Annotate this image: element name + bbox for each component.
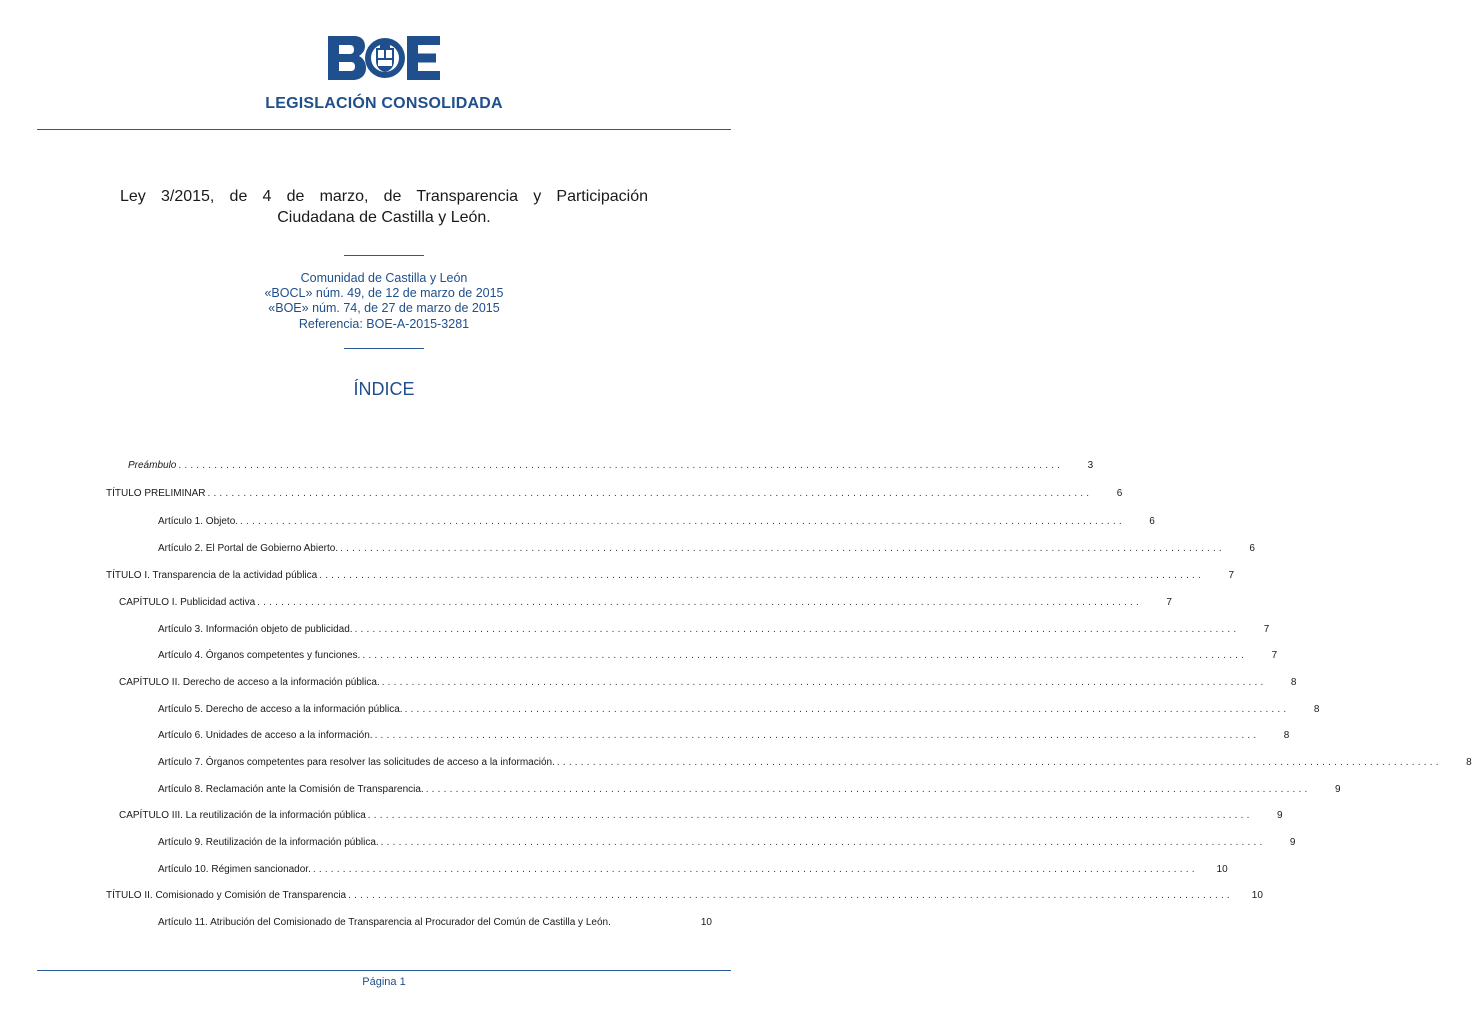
toc-entry-label: Artículo 8. Reclamación ante la Comisión de Transparencia. bbox=[158, 784, 424, 795]
toc-entry-page: 6 bbox=[1249, 543, 1255, 554]
toc-entry-label: Artículo 6. Unidades de acceso a la información. bbox=[158, 730, 373, 741]
toc-entry-label: CAPÍTULO I. Publicidad activa bbox=[119, 597, 256, 608]
toc-entry-label: TÍTULO I. Transparencia de la actividad pública bbox=[106, 570, 318, 581]
toc-entry-label: Artículo 4. Órganos competentes y funciones. bbox=[158, 650, 361, 661]
toc-entry-label: Artículo 7. Órganos competentes para resolver las solicitudes de acceso a la información. bbox=[158, 757, 555, 768]
toc-entry[interactable] bbox=[119, 677, 1297, 691]
toc-entry-page: 10 bbox=[1251, 890, 1263, 901]
toc-entry-label: Artículo 5. Derecho de acceso a la información pública. bbox=[158, 704, 403, 715]
toc-entry-label: Preámbulo bbox=[128, 460, 177, 471]
toc-entry[interactable] bbox=[158, 757, 1472, 771]
toc-entry-label: CAPÍTULO III. La reutilización de la información pública bbox=[119, 810, 366, 821]
section-title: LEGISLACIÓN CONSOLIDADA bbox=[265, 95, 503, 112]
toc-leader-dots: .................................................................................................................................................... bbox=[362, 650, 1248, 661]
toc-entry-label: TÍTULO II. Comisionado y Comisión de Transparencia bbox=[106, 890, 347, 901]
toc-entry[interactable] bbox=[158, 917, 712, 931]
toc-leader-dots: .................................................................................................................................................... bbox=[374, 730, 1260, 741]
meta-source: Comunidad de Castilla y León bbox=[300, 271, 468, 285]
toc-entry-page: 6 bbox=[1149, 516, 1155, 527]
toc-entry[interactable] bbox=[158, 730, 1290, 744]
document-title-line-1: Ley 3/2015, de 4 de marzo, de Transparencia y Participación bbox=[120, 188, 648, 205]
toc-entry-label: Artículo 11. Atribución del Comisionado de Transparencia al Procurador del Común de Castilla y León. bbox=[158, 917, 611, 928]
toc-leader-dots: .................................................................................................................................................... bbox=[257, 597, 1142, 608]
toc-entry[interactable] bbox=[119, 597, 1172, 611]
toc-leader-dots: .................................................................................................................................................... bbox=[425, 784, 1311, 795]
toc-leader-dots: .................................................................................................................................................... bbox=[367, 810, 1253, 821]
toc-leader-dots: .................................................................................................................................................... bbox=[380, 837, 1266, 848]
toc-entry[interactable] bbox=[128, 460, 1094, 474]
toc-entry-page: 9 bbox=[1334, 784, 1341, 795]
toc-leader-dots: .................................................................................................................................................... bbox=[348, 890, 1233, 901]
toc-entry-page: 7 bbox=[1166, 597, 1172, 608]
toc-leader-dots: .................................................................................................................................................... bbox=[404, 704, 1290, 715]
meta-boe: «BOE» núm. 74, de 27 de marzo de 2015 bbox=[268, 301, 500, 316]
toc-entry-page: 8 bbox=[1313, 704, 1320, 715]
toc-entry-label: Artículo 10. Régimen sancionador. bbox=[158, 864, 311, 875]
toc-entry-page: 8 bbox=[1290, 677, 1297, 688]
toc-entry[interactable] bbox=[158, 543, 1255, 557]
toc-entry-label: Artículo 2. El Portal de Gobierno Abierto. bbox=[158, 543, 339, 554]
toc-leader-dots: .................................................................................................................................................... bbox=[207, 488, 1093, 499]
toc-leader-dots: .................................................................................................................................................... bbox=[312, 864, 1198, 875]
toc-entry[interactable] bbox=[158, 624, 1270, 638]
toc-leader-dots: .................................................................................................................................................... bbox=[319, 570, 1205, 581]
toc-entry-page: 9 bbox=[1289, 837, 1296, 848]
toc-leader-dots: .................................................................................................................................................... bbox=[178, 460, 1064, 471]
index-title: ÍNDICE bbox=[353, 379, 415, 399]
toc-entry-page: 10 bbox=[1216, 864, 1228, 875]
page-number: Página 1 bbox=[362, 976, 406, 988]
toc-entry[interactable] bbox=[158, 650, 1278, 664]
toc-entry-page: 7 bbox=[1271, 650, 1278, 661]
toc-entry-label: Artículo 3. Información objeto de publicidad. bbox=[158, 624, 353, 635]
toc-entry-page: 10 bbox=[700, 917, 712, 928]
toc-entry[interactable] bbox=[119, 810, 1283, 824]
toc-entry-page: 7 bbox=[1228, 570, 1235, 581]
toc-entry[interactable] bbox=[158, 516, 1155, 530]
toc-entry-label: Artículo 9. Reutilización de la información pública. bbox=[158, 837, 379, 848]
toc-entry-label: CAPÍTULO II. Derecho de acceso a la información pública. bbox=[119, 677, 380, 688]
toc-entry[interactable] bbox=[158, 784, 1341, 798]
toc-entry-label: Artículo 1. Objeto. bbox=[158, 516, 239, 527]
toc-leader-dots: .................................................................................................................................................... bbox=[340, 543, 1225, 554]
toc-leader-dots: .................................................................................................................................................... bbox=[381, 677, 1267, 688]
toc-entry[interactable] bbox=[106, 488, 1123, 502]
toc-leader-dots: .................................................................................................................................................... bbox=[354, 624, 1240, 635]
toc-entry[interactable] bbox=[106, 890, 1263, 904]
footer-divider bbox=[37, 970, 731, 971]
toc-entry-page: 7 bbox=[1263, 624, 1270, 635]
toc-entry[interactable] bbox=[158, 837, 1296, 851]
toc-entry[interactable] bbox=[158, 864, 1228, 878]
toc-entry-page: 3 bbox=[1087, 460, 1094, 471]
toc-entry-label: TÍTULO PRELIMINAR bbox=[106, 488, 206, 499]
meta-reference: Referencia: BOE-A-2015-3281 bbox=[298, 316, 470, 331]
toc-entry-page: 8 bbox=[1283, 730, 1290, 741]
meta-bocl: «BOCL» núm. 49, de 12 de marzo de 2015 bbox=[264, 286, 504, 301]
toc-entry[interactable] bbox=[106, 570, 1235, 584]
toc-leader-dots: .................................................................................................................................................... bbox=[240, 516, 1125, 527]
toc-entry-page: 6 bbox=[1116, 488, 1123, 499]
toc-leader-dots: .................................................................................................................................................... bbox=[556, 757, 1442, 768]
toc-entry-page: 9 bbox=[1277, 810, 1283, 821]
toc-entry-page: 8 bbox=[1466, 757, 1472, 768]
toc-entry[interactable] bbox=[158, 704, 1320, 718]
document-title-line-2: Ciudadana de Castilla y León. bbox=[277, 209, 491, 226]
